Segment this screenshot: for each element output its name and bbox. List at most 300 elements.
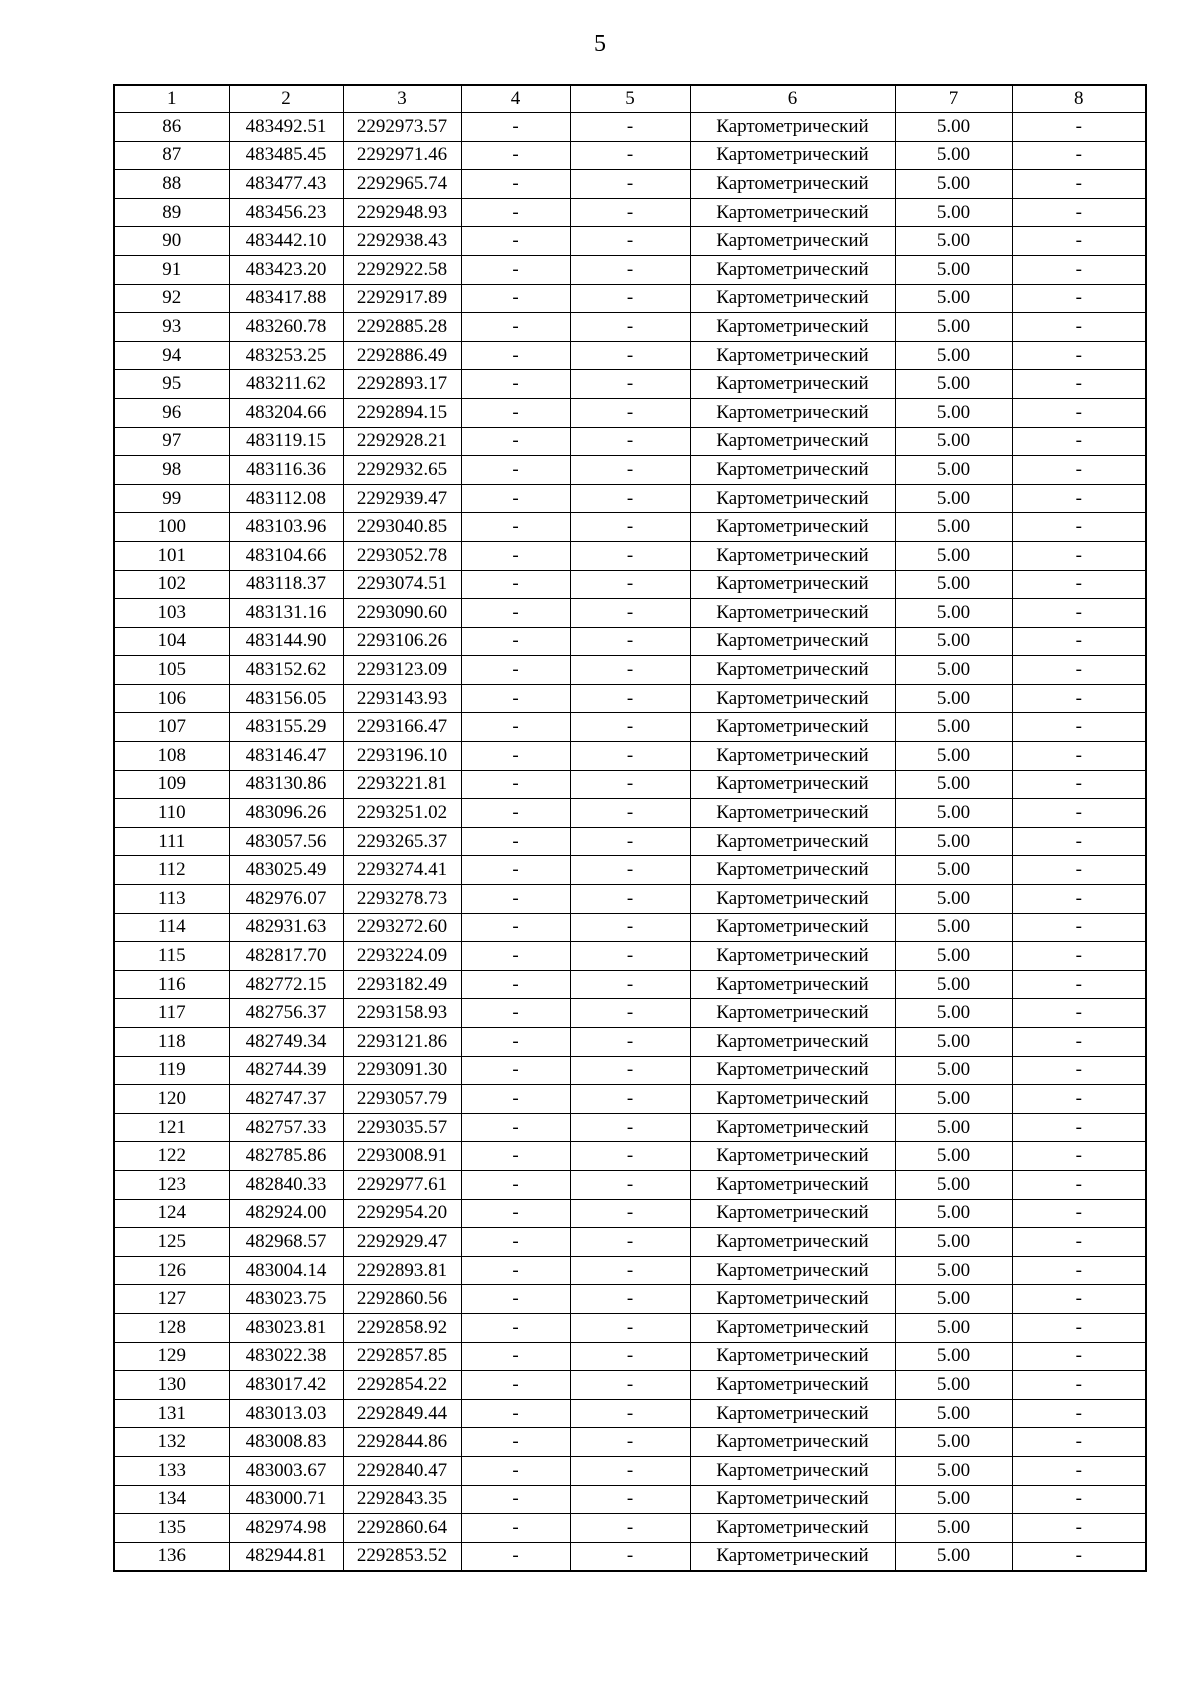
point-number-cell: 109 [114,770,229,799]
accuracy-cell: 5.00 [895,484,1012,513]
x-coordinate-cell: 483013.03 [229,1399,343,1428]
point-number-cell: 116 [114,970,229,999]
col-8-cell: - [1012,913,1146,942]
point-number-cell: 100 [114,513,229,542]
accuracy-cell: 5.00 [895,999,1012,1028]
col-5-cell: - [570,570,690,599]
method-cell: Картометрический [690,913,895,942]
col-8-cell: - [1012,999,1146,1028]
col-4-cell: - [461,1028,570,1057]
x-coordinate-cell: 482757.33 [229,1113,343,1142]
y-coordinate-cell: 2293106.26 [343,627,461,656]
table-row [114,684,1146,713]
table-row [114,942,1146,971]
table-row [114,1256,1146,1285]
y-coordinate-cell: 2292843.35 [343,1485,461,1514]
method-cell: Картометрический [690,942,895,971]
point-number-cell: 92 [114,284,229,313]
y-coordinate-cell: 2292858.92 [343,1313,461,1342]
method-cell: Картометрический [690,1399,895,1428]
x-coordinate-cell: 483104.66 [229,541,343,570]
y-coordinate-cell: 2293074.51 [343,570,461,599]
method-cell: Картометрический [690,456,895,485]
accuracy-cell: 5.00 [895,570,1012,599]
x-coordinate-cell: 483204.66 [229,398,343,427]
x-coordinate-cell: 483112.08 [229,484,343,513]
accuracy-cell: 5.00 [895,1056,1012,1085]
method-cell: Картометрический [690,970,895,999]
col-8-cell: - [1012,942,1146,971]
accuracy-cell: 5.00 [895,1199,1012,1228]
col-4-cell: - [461,1542,570,1571]
col-8-cell: - [1012,799,1146,828]
accuracy-cell: 5.00 [895,799,1012,828]
col-4-cell: - [461,885,570,914]
method-cell: Картометрический [690,198,895,227]
x-coordinate-cell: 483119.15 [229,427,343,456]
x-coordinate-cell: 482974.98 [229,1514,343,1543]
y-coordinate-cell: 2293090.60 [343,599,461,628]
x-coordinate-cell: 483211.62 [229,370,343,399]
x-coordinate-cell: 483130.86 [229,770,343,799]
col-8-cell: - [1012,570,1146,599]
col-5-cell: - [570,656,690,685]
accuracy-cell: 5.00 [895,913,1012,942]
col-5-cell: - [570,170,690,199]
x-coordinate-cell: 482747.37 [229,1085,343,1114]
point-number-cell: 130 [114,1371,229,1400]
accuracy-cell: 5.00 [895,370,1012,399]
y-coordinate-cell: 2292885.28 [343,313,461,342]
col-5-cell: - [570,198,690,227]
accuracy-cell: 5.00 [895,1228,1012,1257]
accuracy-cell: 5.00 [895,113,1012,142]
table-row [114,885,1146,914]
y-coordinate-cell: 2293091.30 [343,1056,461,1085]
col-5-cell: - [570,856,690,885]
col-5-cell: - [570,627,690,656]
col-5-cell: - [570,1028,690,1057]
x-coordinate-cell: 483000.71 [229,1485,343,1514]
point-number-cell: 87 [114,141,229,170]
col-5-cell: - [570,1228,690,1257]
col-5-cell: - [570,313,690,342]
table-body [114,113,1146,1572]
col-4-cell: - [461,513,570,542]
col-5-cell: - [570,541,690,570]
y-coordinate-cell: 2292840.47 [343,1456,461,1485]
point-number-cell: 94 [114,341,229,370]
col-8-cell: - [1012,227,1146,256]
table-row [114,113,1146,142]
method-cell: Картометрический [690,227,895,256]
accuracy-cell: 5.00 [895,513,1012,542]
x-coordinate-cell: 483003.67 [229,1456,343,1485]
accuracy-cell: 5.00 [895,599,1012,628]
x-coordinate-cell: 483096.26 [229,799,343,828]
point-number-cell: 96 [114,398,229,427]
y-coordinate-cell: 2292965.74 [343,170,461,199]
y-coordinate-cell: 2293278.73 [343,885,461,914]
col-5-cell: - [570,1142,690,1171]
table-row [114,1485,1146,1514]
table-row [114,284,1146,313]
table-row [114,656,1146,685]
y-coordinate-cell: 2292893.17 [343,370,461,399]
col-4-cell: - [461,1142,570,1171]
header-cell-4: 4 [461,85,570,113]
y-coordinate-cell: 2292939.47 [343,484,461,513]
col-8-cell: - [1012,255,1146,284]
header-cell-8: 8 [1012,85,1146,113]
col-4-cell: - [461,1428,570,1457]
accuracy-cell: 5.00 [895,1285,1012,1314]
table-row [114,313,1146,342]
table-header [114,85,1146,113]
col-5-cell: - [570,1256,690,1285]
x-coordinate-cell: 483023.75 [229,1285,343,1314]
col-4-cell: - [461,799,570,828]
x-coordinate-cell: 483442.10 [229,227,343,256]
method-cell: Картометрический [690,513,895,542]
table-row [114,1342,1146,1371]
accuracy-cell: 5.00 [895,1485,1012,1514]
point-number-cell: 103 [114,599,229,628]
table-row [114,1428,1146,1457]
point-number-cell: 99 [114,484,229,513]
x-coordinate-cell: 483456.23 [229,198,343,227]
table-row [114,227,1146,256]
point-number-cell: 118 [114,1028,229,1057]
col-8-cell: - [1012,1170,1146,1199]
col-8-cell: - [1012,1542,1146,1571]
accuracy-cell: 5.00 [895,1428,1012,1457]
table-row [114,1542,1146,1571]
col-8-cell: - [1012,1228,1146,1257]
table-row [114,970,1146,999]
point-number-cell: 95 [114,370,229,399]
accuracy-cell: 5.00 [895,1028,1012,1057]
table-row [114,484,1146,513]
point-number-cell: 93 [114,313,229,342]
page-number: 5 [594,31,606,57]
col-4-cell: - [461,827,570,856]
table-row [114,398,1146,427]
col-8-cell: - [1012,284,1146,313]
point-number-cell: 123 [114,1170,229,1199]
point-number-cell: 125 [114,1228,229,1257]
col-5-cell: - [570,1456,690,1485]
point-number-cell: 98 [114,456,229,485]
col-8-cell: - [1012,370,1146,399]
col-5-cell: - [570,227,690,256]
col-5-cell: - [570,1542,690,1571]
point-number-cell: 120 [114,1085,229,1114]
method-cell: Картометрический [690,656,895,685]
point-number-cell: 101 [114,541,229,570]
method-cell: Картометрический [690,427,895,456]
col-8-cell: - [1012,398,1146,427]
col-5-cell: - [570,484,690,513]
accuracy-cell: 5.00 [895,398,1012,427]
method-cell: Картометрический [690,170,895,199]
col-5-cell: - [570,1428,690,1457]
y-coordinate-cell: 2293166.47 [343,713,461,742]
y-coordinate-cell: 2293196.10 [343,742,461,771]
x-coordinate-cell: 482749.34 [229,1028,343,1057]
y-coordinate-cell: 2293040.85 [343,513,461,542]
accuracy-cell: 5.00 [895,1170,1012,1199]
y-coordinate-cell: 2292849.44 [343,1399,461,1428]
table-row [114,627,1146,656]
x-coordinate-cell: 483423.20 [229,255,343,284]
col-4-cell: - [461,684,570,713]
method-cell: Картометрический [690,1342,895,1371]
accuracy-cell: 5.00 [895,313,1012,342]
method-cell: Картометрический [690,799,895,828]
point-number-cell: 107 [114,713,229,742]
table-row [114,1285,1146,1314]
col-5-cell: - [570,1399,690,1428]
y-coordinate-cell: 2292922.58 [343,255,461,284]
method-cell: Картометрический [690,599,895,628]
accuracy-cell: 5.00 [895,1399,1012,1428]
accuracy-cell: 5.00 [895,1456,1012,1485]
table-row [114,1399,1146,1428]
accuracy-cell: 5.00 [895,1542,1012,1571]
col-4-cell: - [461,227,570,256]
col-8-cell: - [1012,484,1146,513]
col-8-cell: - [1012,456,1146,485]
col-8-cell: - [1012,1142,1146,1171]
col-5-cell: - [570,1514,690,1543]
point-number-cell: 128 [114,1313,229,1342]
table-row [114,856,1146,885]
col-8-cell: - [1012,1085,1146,1114]
col-4-cell: - [461,198,570,227]
x-coordinate-cell: 483023.81 [229,1313,343,1342]
x-coordinate-cell: 482785.86 [229,1142,343,1171]
table-row [114,999,1146,1028]
method-cell: Картометрический [690,255,895,284]
y-coordinate-cell: 2292844.86 [343,1428,461,1457]
x-coordinate-cell: 483156.05 [229,684,343,713]
point-number-cell: 129 [114,1342,229,1371]
col-5-cell: - [570,799,690,828]
col-4-cell: - [461,627,570,656]
method-cell: Картометрический [690,684,895,713]
x-coordinate-cell: 482968.57 [229,1228,343,1257]
point-number-cell: 127 [114,1285,229,1314]
table-row [114,541,1146,570]
method-cell: Картометрический [690,1199,895,1228]
accuracy-cell: 5.00 [895,341,1012,370]
table-row [114,1228,1146,1257]
point-number-cell: 102 [114,570,229,599]
accuracy-cell: 5.00 [895,713,1012,742]
accuracy-cell: 5.00 [895,198,1012,227]
point-number-cell: 135 [114,1514,229,1543]
col-8-cell: - [1012,313,1146,342]
col-8-cell: - [1012,885,1146,914]
x-coordinate-cell: 482840.33 [229,1170,343,1199]
y-coordinate-cell: 2292938.43 [343,227,461,256]
point-number-cell: 131 [114,1399,229,1428]
method-cell: Картометрический [690,827,895,856]
point-number-cell: 86 [114,113,229,142]
col-4-cell: - [461,255,570,284]
header-cell-1: 1 [114,85,229,113]
col-5-cell: - [570,1313,690,1342]
col-8-cell: - [1012,742,1146,771]
col-5-cell: - [570,1056,690,1085]
col-5-cell: - [570,113,690,142]
y-coordinate-cell: 2293123.09 [343,656,461,685]
y-coordinate-cell: 2293052.78 [343,541,461,570]
accuracy-cell: 5.00 [895,1142,1012,1171]
table-row [114,1456,1146,1485]
table-row [114,1514,1146,1543]
col-8-cell: - [1012,1456,1146,1485]
point-number-cell: 122 [114,1142,229,1171]
y-coordinate-cell: 2292929.47 [343,1228,461,1257]
point-number-cell: 111 [114,827,229,856]
table-row [114,713,1146,742]
col-5-cell: - [570,742,690,771]
x-coordinate-cell: 483017.42 [229,1371,343,1400]
col-8-cell: - [1012,827,1146,856]
col-4-cell: - [461,1228,570,1257]
y-coordinate-cell: 2293251.02 [343,799,461,828]
x-coordinate-cell: 483103.96 [229,513,343,542]
col-4-cell: - [461,570,570,599]
table-row [114,742,1146,771]
col-8-cell: - [1012,541,1146,570]
y-coordinate-cell: 2293121.86 [343,1028,461,1057]
table-row [114,141,1146,170]
y-coordinate-cell: 2292857.85 [343,1342,461,1371]
y-coordinate-cell: 2293265.37 [343,827,461,856]
point-number-cell: 105 [114,656,229,685]
col-5-cell: - [570,885,690,914]
method-cell: Картометрический [690,1170,895,1199]
col-5-cell: - [570,970,690,999]
method-cell: Картометрический [690,341,895,370]
method-cell: Картометрический [690,141,895,170]
col-5-cell: - [570,341,690,370]
table-row [114,1199,1146,1228]
point-number-cell: 119 [114,1056,229,1085]
table-row [114,456,1146,485]
col-4-cell: - [461,541,570,570]
x-coordinate-cell: 483146.47 [229,742,343,771]
table-row [114,799,1146,828]
col-8-cell: - [1012,970,1146,999]
method-cell: Картометрический [690,627,895,656]
col-5-cell: - [570,513,690,542]
accuracy-cell: 5.00 [895,141,1012,170]
x-coordinate-cell: 482931.63 [229,913,343,942]
col-8-cell: - [1012,1028,1146,1057]
col-8-cell: - [1012,1514,1146,1543]
method-cell: Картометрический [690,1085,895,1114]
col-4-cell: - [461,370,570,399]
method-cell: Картометрический [690,856,895,885]
point-number-cell: 124 [114,1199,229,1228]
y-coordinate-cell: 2293182.49 [343,970,461,999]
y-coordinate-cell: 2292971.46 [343,141,461,170]
point-number-cell: 104 [114,627,229,656]
col-8-cell: - [1012,1199,1146,1228]
x-coordinate-cell: 482924.00 [229,1199,343,1228]
accuracy-cell: 5.00 [895,456,1012,485]
col-4-cell: - [461,284,570,313]
point-number-cell: 134 [114,1485,229,1514]
col-4-cell: - [461,1313,570,1342]
method-cell: Картометрический [690,1228,895,1257]
y-coordinate-cell: 2292860.64 [343,1514,461,1543]
y-coordinate-cell: 2292860.56 [343,1285,461,1314]
y-coordinate-cell: 2293221.81 [343,770,461,799]
point-number-cell: 110 [114,799,229,828]
table-row [114,599,1146,628]
accuracy-cell: 5.00 [895,1313,1012,1342]
accuracy-cell: 5.00 [895,970,1012,999]
y-coordinate-cell: 2292977.61 [343,1170,461,1199]
table-row [114,1170,1146,1199]
y-coordinate-cell: 2292886.49 [343,341,461,370]
y-coordinate-cell: 2292853.52 [343,1542,461,1571]
y-coordinate-cell: 2292954.20 [343,1199,461,1228]
method-cell: Картометрический [690,885,895,914]
col-4-cell: - [461,113,570,142]
col-4-cell: - [461,1085,570,1114]
col-5-cell: - [570,684,690,713]
point-number-cell: 115 [114,942,229,971]
col-5-cell: - [570,827,690,856]
method-cell: Картометрический [690,484,895,513]
col-5-cell: - [570,1113,690,1142]
point-number-cell: 90 [114,227,229,256]
table-row [114,570,1146,599]
col-4-cell: - [461,1342,570,1371]
col-4-cell: - [461,427,570,456]
accuracy-cell: 5.00 [895,284,1012,313]
header-cell-6: 6 [690,85,895,113]
point-number-cell: 97 [114,427,229,456]
y-coordinate-cell: 2292973.57 [343,113,461,142]
col-8-cell: - [1012,341,1146,370]
y-coordinate-cell: 2293158.93 [343,999,461,1028]
accuracy-cell: 5.00 [895,627,1012,656]
col-4-cell: - [461,713,570,742]
x-coordinate-cell: 483118.37 [229,570,343,599]
col-4-cell: - [461,456,570,485]
method-cell: Картометрический [690,1371,895,1400]
accuracy-cell: 5.00 [895,227,1012,256]
accuracy-cell: 5.00 [895,1256,1012,1285]
accuracy-cell: 5.00 [895,885,1012,914]
x-coordinate-cell: 482772.15 [229,970,343,999]
point-number-cell: 113 [114,885,229,914]
x-coordinate-cell: 482744.39 [229,1056,343,1085]
table-row [114,1113,1146,1142]
x-coordinate-cell: 483057.56 [229,827,343,856]
accuracy-cell: 5.00 [895,1085,1012,1114]
method-cell: Картометрический [690,1485,895,1514]
method-cell: Картометрический [690,1056,895,1085]
accuracy-cell: 5.00 [895,170,1012,199]
